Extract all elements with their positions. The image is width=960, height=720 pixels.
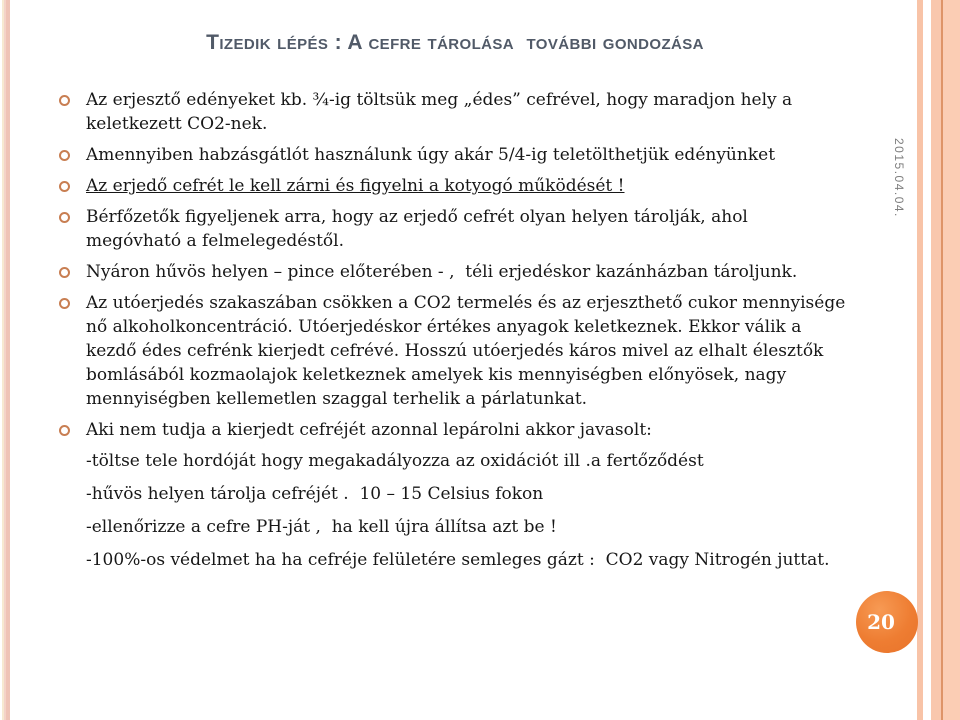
page-number: 20 bbox=[867, 610, 895, 634]
right-border-stripe-outer bbox=[943, 0, 960, 720]
bullet-circle-icon bbox=[59, 298, 70, 309]
bullet-list bbox=[56, 88, 851, 581]
bullet-circle-icon bbox=[59, 95, 70, 106]
bullet-text: Bérfőzetők figyeljenek arra, hogy az erjedő cefrét olyan helyen tárolják, ahol megóvható a felmelegedéstől. bbox=[86, 207, 754, 251]
bullet-circle-icon bbox=[59, 150, 70, 161]
right-border-stripe-inner bbox=[917, 0, 923, 720]
list-item bbox=[56, 174, 848, 198]
list-item bbox=[56, 205, 848, 253]
bullet-circle-icon bbox=[59, 181, 70, 192]
list-item bbox=[56, 260, 848, 284]
list-item bbox=[56, 291, 851, 411]
sub-list-item: -ellenőrizze a cefre PH-ját , ha kell újra állítsa azt be ! bbox=[86, 517, 557, 537]
sub-list-item: -100%-os védelmet ha ha cefréje felületére semleges gázt : CO2 vagy Nitrogén juttat. bbox=[86, 550, 830, 570]
page-number-badge bbox=[856, 591, 918, 653]
sub-list-item: -hűvös helyen tárolja cefréjét . 10 – 15 Celsius fokon bbox=[86, 484, 544, 504]
bullet-text: Amennyiben habzásgátlót használunk úgy akár 5/4-ig teletölthetjük edényünket bbox=[86, 145, 776, 165]
bullet-circle-icon bbox=[59, 425, 70, 436]
bullet-circle-icon bbox=[59, 267, 70, 278]
left-border-stripe-salmon bbox=[6, 0, 10, 720]
page-title: Tizedik lépés : A cefre tárolása további gondozása bbox=[206, 31, 704, 54]
bullet-text: Az utóerjedés szakaszában csökken a CO2 termelés és az erjeszthető cukor mennyisége nő alkoholkoncentráció. Utóerjedéskor értékes anyagok keletkeznek. Ekkor válik a kezdő édes cefrénk kierjedt cefrévé. Hosszú utóerjedés káros mivel az elhalt élesztők bomlásából kozmaolajok keletkeznek amelyek kis mennyiségben előnyösek, nagy mennyiségben kellemetlen szaggal terhelik a párlatunkat. bbox=[86, 293, 851, 409]
bullet-text-underlined: Az erjedő cefrét le kell zárni és figyelni a kotyogó működését ! bbox=[86, 176, 625, 196]
bullet-text: Nyáron hűvös helyen – pince előterében - , téli erjedéskor kazánházban tároljunk. bbox=[86, 262, 798, 282]
bullet-circle-icon bbox=[59, 212, 70, 223]
right-border-stripe-middle bbox=[931, 0, 941, 720]
list-item bbox=[56, 418, 848, 442]
sub-list-item: -töltse tele hordóját hogy megakadályozza az oxidációt ill .a fertőződést bbox=[86, 451, 704, 471]
bullet-text: Aki nem tudja a kierjedt cefréjét azonnal lepárolni akkor javasolt: bbox=[86, 420, 652, 440]
bullet-text: Az erjesztő edényeket kb. ¾-ig töltsük meg „édes” cefrével, hogy maradjon hely a keletkezett CO2-nek. bbox=[86, 90, 798, 134]
list-item bbox=[56, 88, 848, 136]
list-item bbox=[56, 143, 848, 167]
date-label: 2015.04.04. bbox=[892, 138, 906, 218]
